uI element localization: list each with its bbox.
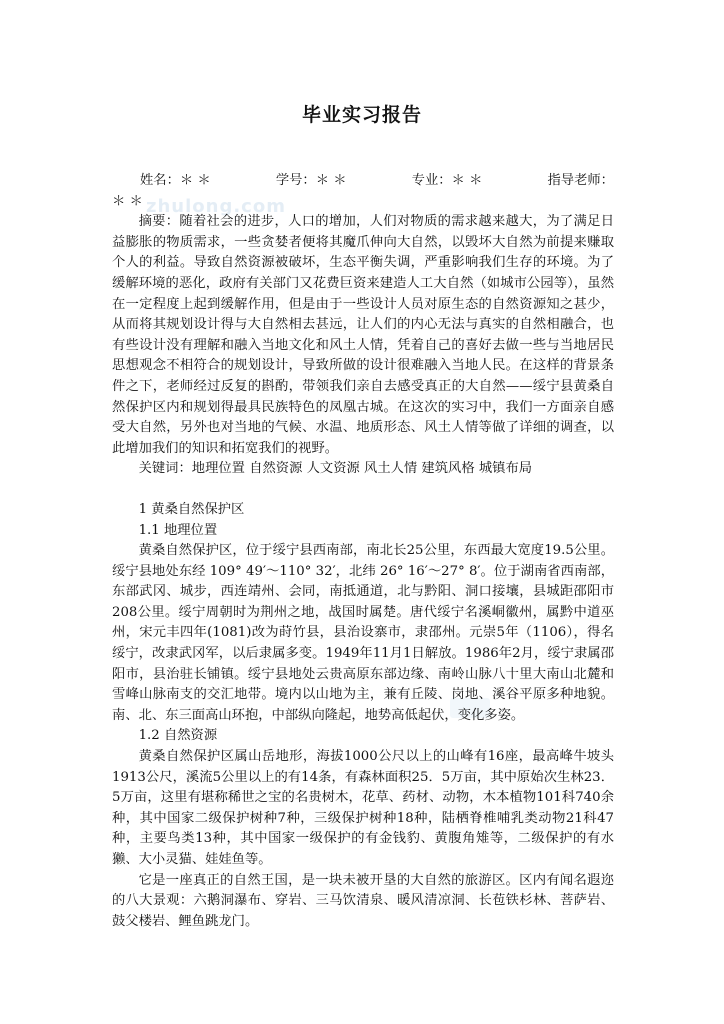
subsection-heading: 1.1 地理位置 <box>138 522 218 538</box>
keywords-line: 关键词：地理位置 自然资源 人文资源 风土人情 建筑风格 城镇布局 <box>138 461 533 477</box>
body-paragraph: 它是一座真正的自然王国，是一块未被开垦的大自然的旅游区。区内有闻名遐迩的八大景观：六鹅洞瀑布、穿岩、三马饮清泉、暖风清凉洞、长苞铁杉林、菩萨岩、鼓父楼岩、鲤鱼跳龙门。 <box>112 872 614 929</box>
major-field: 专业：＊ ＊ <box>411 173 483 188</box>
name-field: 姓名：＊ ＊ <box>140 173 211 188</box>
watermark: zhulong.com <box>146 196 286 217</box>
advisor-field: 指导老师： <box>547 173 614 188</box>
student-info-line <box>112 171 614 192</box>
abstract-paragraph: 摘要：随着社会的进步，人口的增加，人们对物质的需求越来越大，为了满足日益膨胀的物质需求，一些贪婪者便将其魔爪伸向大自然，以毁坏大自然为前提来赚取个人的利益。导致自然资源被破坏，生态平衡失调，严重影响我们生存的环境。为了缓解环境的恶化，政府有关部门又花费巨资来建造人工大自然（如城市公园等），虽然在一定程度上起到缓解作用，但是由于一些设计人员对原生态的自然资源知之甚少，从而将其规划设计得与大自然相去甚远，让人们的内心无法与真实的自然相融合，也有些设计没有理解和融入当地文化和风土人情，凭着自己的喜好去做一些与当地居民思想观念不相符合的规划设计，导致所做的设计很难融入当地人民。在这样的背景条件之下，老师经过反复的斟酌，带领我们亲自去感受真正的大自然——绥宁县黄桑自然保护区内和规划得最具民族特色的凤凰古城。在这次的实习中，我们一方面亲自感受大自然，另外也对当地的气候、水温、地质形态、风土人情等做了详细的调查，以此增加我们的知识和拓宽我们的视野。 <box>112 214 614 456</box>
advisor-value: ＊ ＊ <box>112 193 143 209</box>
page-title: 毕业实习报告 <box>301 104 422 126</box>
spacer <box>112 480 614 500</box>
body-paragraph: 黄桑自然保护区，位于绥宁县西南部，南北长25公里，东西最大宽度19.5公里。绥宁县地处东经 109° 49′～110° 32′，北纬 26° 16′～27° 8′。位于湖南省西南部，东部武冈、城步，西连靖州、会同，南抵通道，北与黔阳、洞口接壤，县城距邵阳市208公里。绥宁周朝时为荆州之地，战国时属楚。唐代绥宁名溪峒徽州，属黔中道巫州，宋元丰四年(1081)改为莳竹县，县治设寨市，隶邵州。元崇5年（1106），得名绥宁，改隶武冈军，以后隶属多变。1949年11月1日解放。1986年2月，绥宁隶属邵阳市，县治驻长铺镇。绥宁县地处云贵高原东部边缘、南岭山脉八十里大南山北麓和雪峰山脉南支的交汇地带。境内以山地为主，兼有丘陵、岗地、溪谷平原多种地貌。南、北、东三面高山环抱，中部纵向隆起，地势高低起伏，变化多姿。 <box>112 543 614 723</box>
body-paragraph: 黄桑自然保护区属山岳地形，海拔1000公尺以上的山峰有16座，最高峰牛坡头1913公尺，溪流5公里以上的有14条，有森林面积25．5万亩，其中原始次生林23．5万亩，这里有堪称稀世之宝的名贵树木，花草、药材、动物，木本植物101科740余种，其中国家二级保护树种7种，三级保护树种18种，陆栖脊椎哺乳类动物21科47种，主要鸟类13种，其中国家一级保护的有金钱豹、黄腹角雉等，二级保护的有水獭、大小灵猫、娃娃鱼等。 <box>112 749 614 867</box>
document-body <box>112 171 614 932</box>
section-heading: 1 黄桑自然保护区 <box>138 501 245 517</box>
student-id-field: 学号：＊ ＊ <box>275 173 347 188</box>
subsection-heading: 1.2 自然资源 <box>138 728 218 744</box>
